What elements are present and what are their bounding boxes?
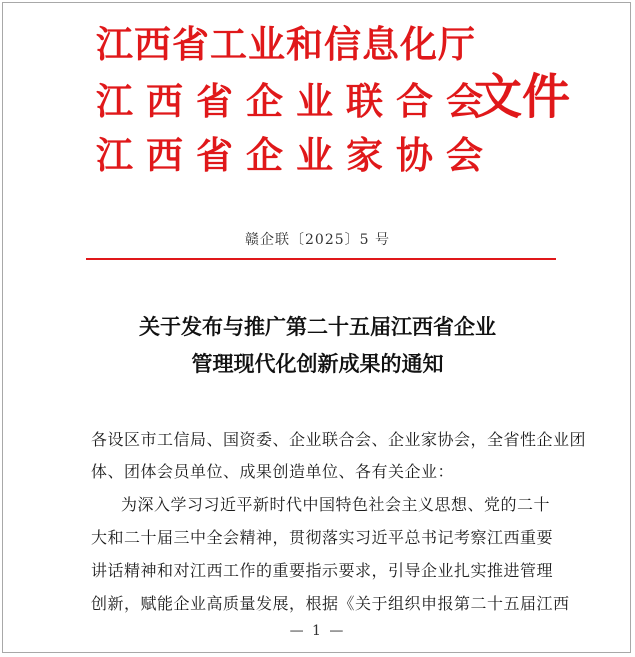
document-title-line-2: 管理现代化创新成果的通知: [191, 351, 444, 376]
page-number: — 1 —: [289, 623, 346, 639]
body-paragraph-line-1: 为深入学习习近平新时代中国特色社会主义思想、党的二十: [121, 495, 551, 514]
body-paragraph-line-4: 创新，赋能企业高质量发展，根据《关于组织申报第二十五届江西: [91, 594, 570, 613]
body-paragraph-line-2: 大和二十届三中全会精神，贯彻落实习近平总书记考察江西重要: [91, 528, 554, 547]
red-divider: [86, 258, 556, 260]
document-title-line-1: 关于发布与推广第二十五届江西省企业: [139, 314, 496, 339]
issuer-line-2: 江西省企业联合会: [96, 79, 496, 123]
document-number: 赣企联〔2025〕5 号: [245, 232, 390, 248]
document-label: 文件: [474, 69, 571, 125]
issuer-line-3: 江西省企业家协会: [96, 133, 496, 177]
issuer-line-1: 江西省工业和信息化厅: [96, 22, 476, 66]
body-paragraph-line-3: 讲话精神和对江西工作的重要指示要求，引导企业扎实推进管理: [91, 561, 554, 580]
addressee-line-1: 各设区市工信局、国资委、企业联合会、企业家协会，全省性企业团: [91, 430, 587, 449]
addressee-line-2: 体、团体会员单位、成果创造单位、各有关企业：: [91, 462, 455, 481]
